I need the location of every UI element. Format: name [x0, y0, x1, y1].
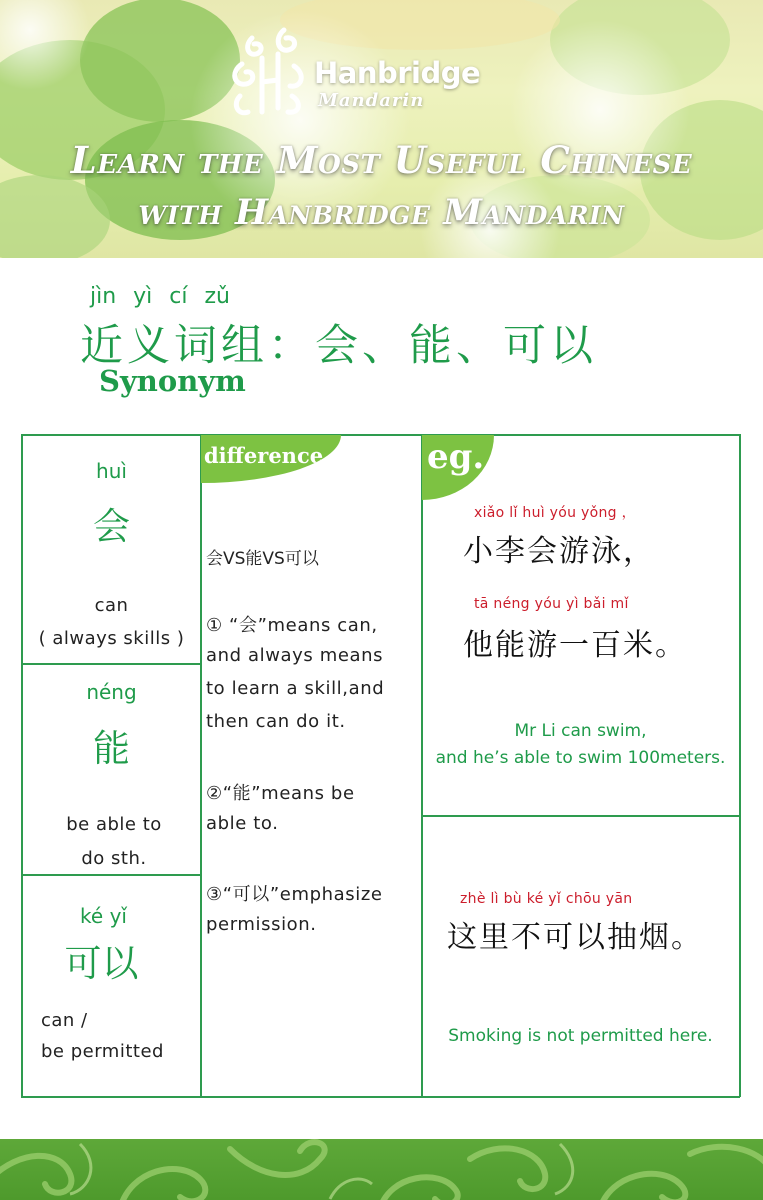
row-divider-2 [21, 874, 201, 876]
difference-tab [201, 435, 341, 483]
page-title: 近义词组：会、能、可以 [80, 321, 597, 371]
title-pinyin: jìn yì cí zǔ [90, 284, 230, 309]
word-pinyin-keyi: ké yǐ [80, 904, 127, 928]
word-neng-meaning-1: be able to [66, 814, 162, 835]
word-neng-meaning-2: do sth. [81, 848, 147, 869]
example1-pinyin-line1: xiǎo lǐ huì yóu yǒng ， [474, 505, 636, 521]
banner-headline-line1: Learn the Most Useful Chinese [70, 138, 693, 182]
header-banner [0, 0, 763, 258]
example2-pinyin: zhè lì bù ké yǐ chōu yān [460, 891, 633, 907]
swirl-pattern-image [0, 1139, 763, 1200]
example2-chinese: 这里不可以抽烟。 [447, 920, 703, 955]
example1-english-line2: and he’s able to swim 100meters. [435, 748, 726, 768]
difference-point3-line2: permission. [206, 914, 317, 935]
word-keyi: 可以 [64, 942, 139, 985]
difference-point1-line4: then can do it. [206, 711, 346, 732]
word-keyi-meaning-1: can / [41, 1010, 88, 1031]
difference-point2-line1: ②“能”means be [206, 783, 355, 804]
example1-pinyin-line2: tā néng yóu yì bǎi mǐ [474, 596, 629, 612]
brand-subtitle: Mandarin [318, 90, 425, 111]
difference-label: difference [204, 443, 324, 468]
word-pinyin-hui: huì [96, 459, 127, 483]
word-hui-meaning-1: can [94, 595, 129, 616]
difference-heading: 会VS能VS可以 [206, 549, 319, 569]
example-tab [422, 435, 494, 500]
brand-name: Hanbridge [314, 56, 481, 90]
word-keyi-meaning-2: be permitted [41, 1041, 164, 1062]
hanbridge-logo [222, 24, 522, 120]
banner-headline-line2: with Hanbridge Mandarin [138, 192, 625, 233]
difference-point2-line2: able to. [206, 813, 279, 834]
word-pinyin-neng: néng [86, 680, 137, 704]
logo-swirl-icon [222, 24, 314, 120]
example-label: eg. [427, 437, 485, 477]
title-english: Synonym [99, 364, 246, 398]
example-divider [421, 815, 740, 817]
table-border-right [739, 434, 741, 1097]
example1-english-line1: Mr Li can swim, [514, 721, 647, 741]
footer-decoration [0, 1139, 763, 1200]
word-hui: 会 [93, 505, 130, 548]
word-hui-meaning-2: ( always skills ) [38, 628, 185, 649]
row-divider-1 [21, 663, 201, 665]
difference-point1-line1: ① “会”means can, [206, 615, 378, 636]
table-border-bottom [21, 1096, 740, 1098]
word-neng: 能 [93, 727, 130, 770]
difference-point3-line1: ③“可以”emphasize [206, 884, 383, 905]
example1-chinese-line1: 小李会游泳， [463, 534, 655, 569]
difference-point1-line2: and always means [206, 645, 384, 666]
difference-point1-line3: to learn a skill,and [206, 678, 385, 699]
table-border-top [21, 434, 740, 436]
example2-english: Smoking is not permitted here. [448, 1026, 713, 1046]
example1-chinese-line2: 他能游一百米。 [463, 628, 687, 663]
